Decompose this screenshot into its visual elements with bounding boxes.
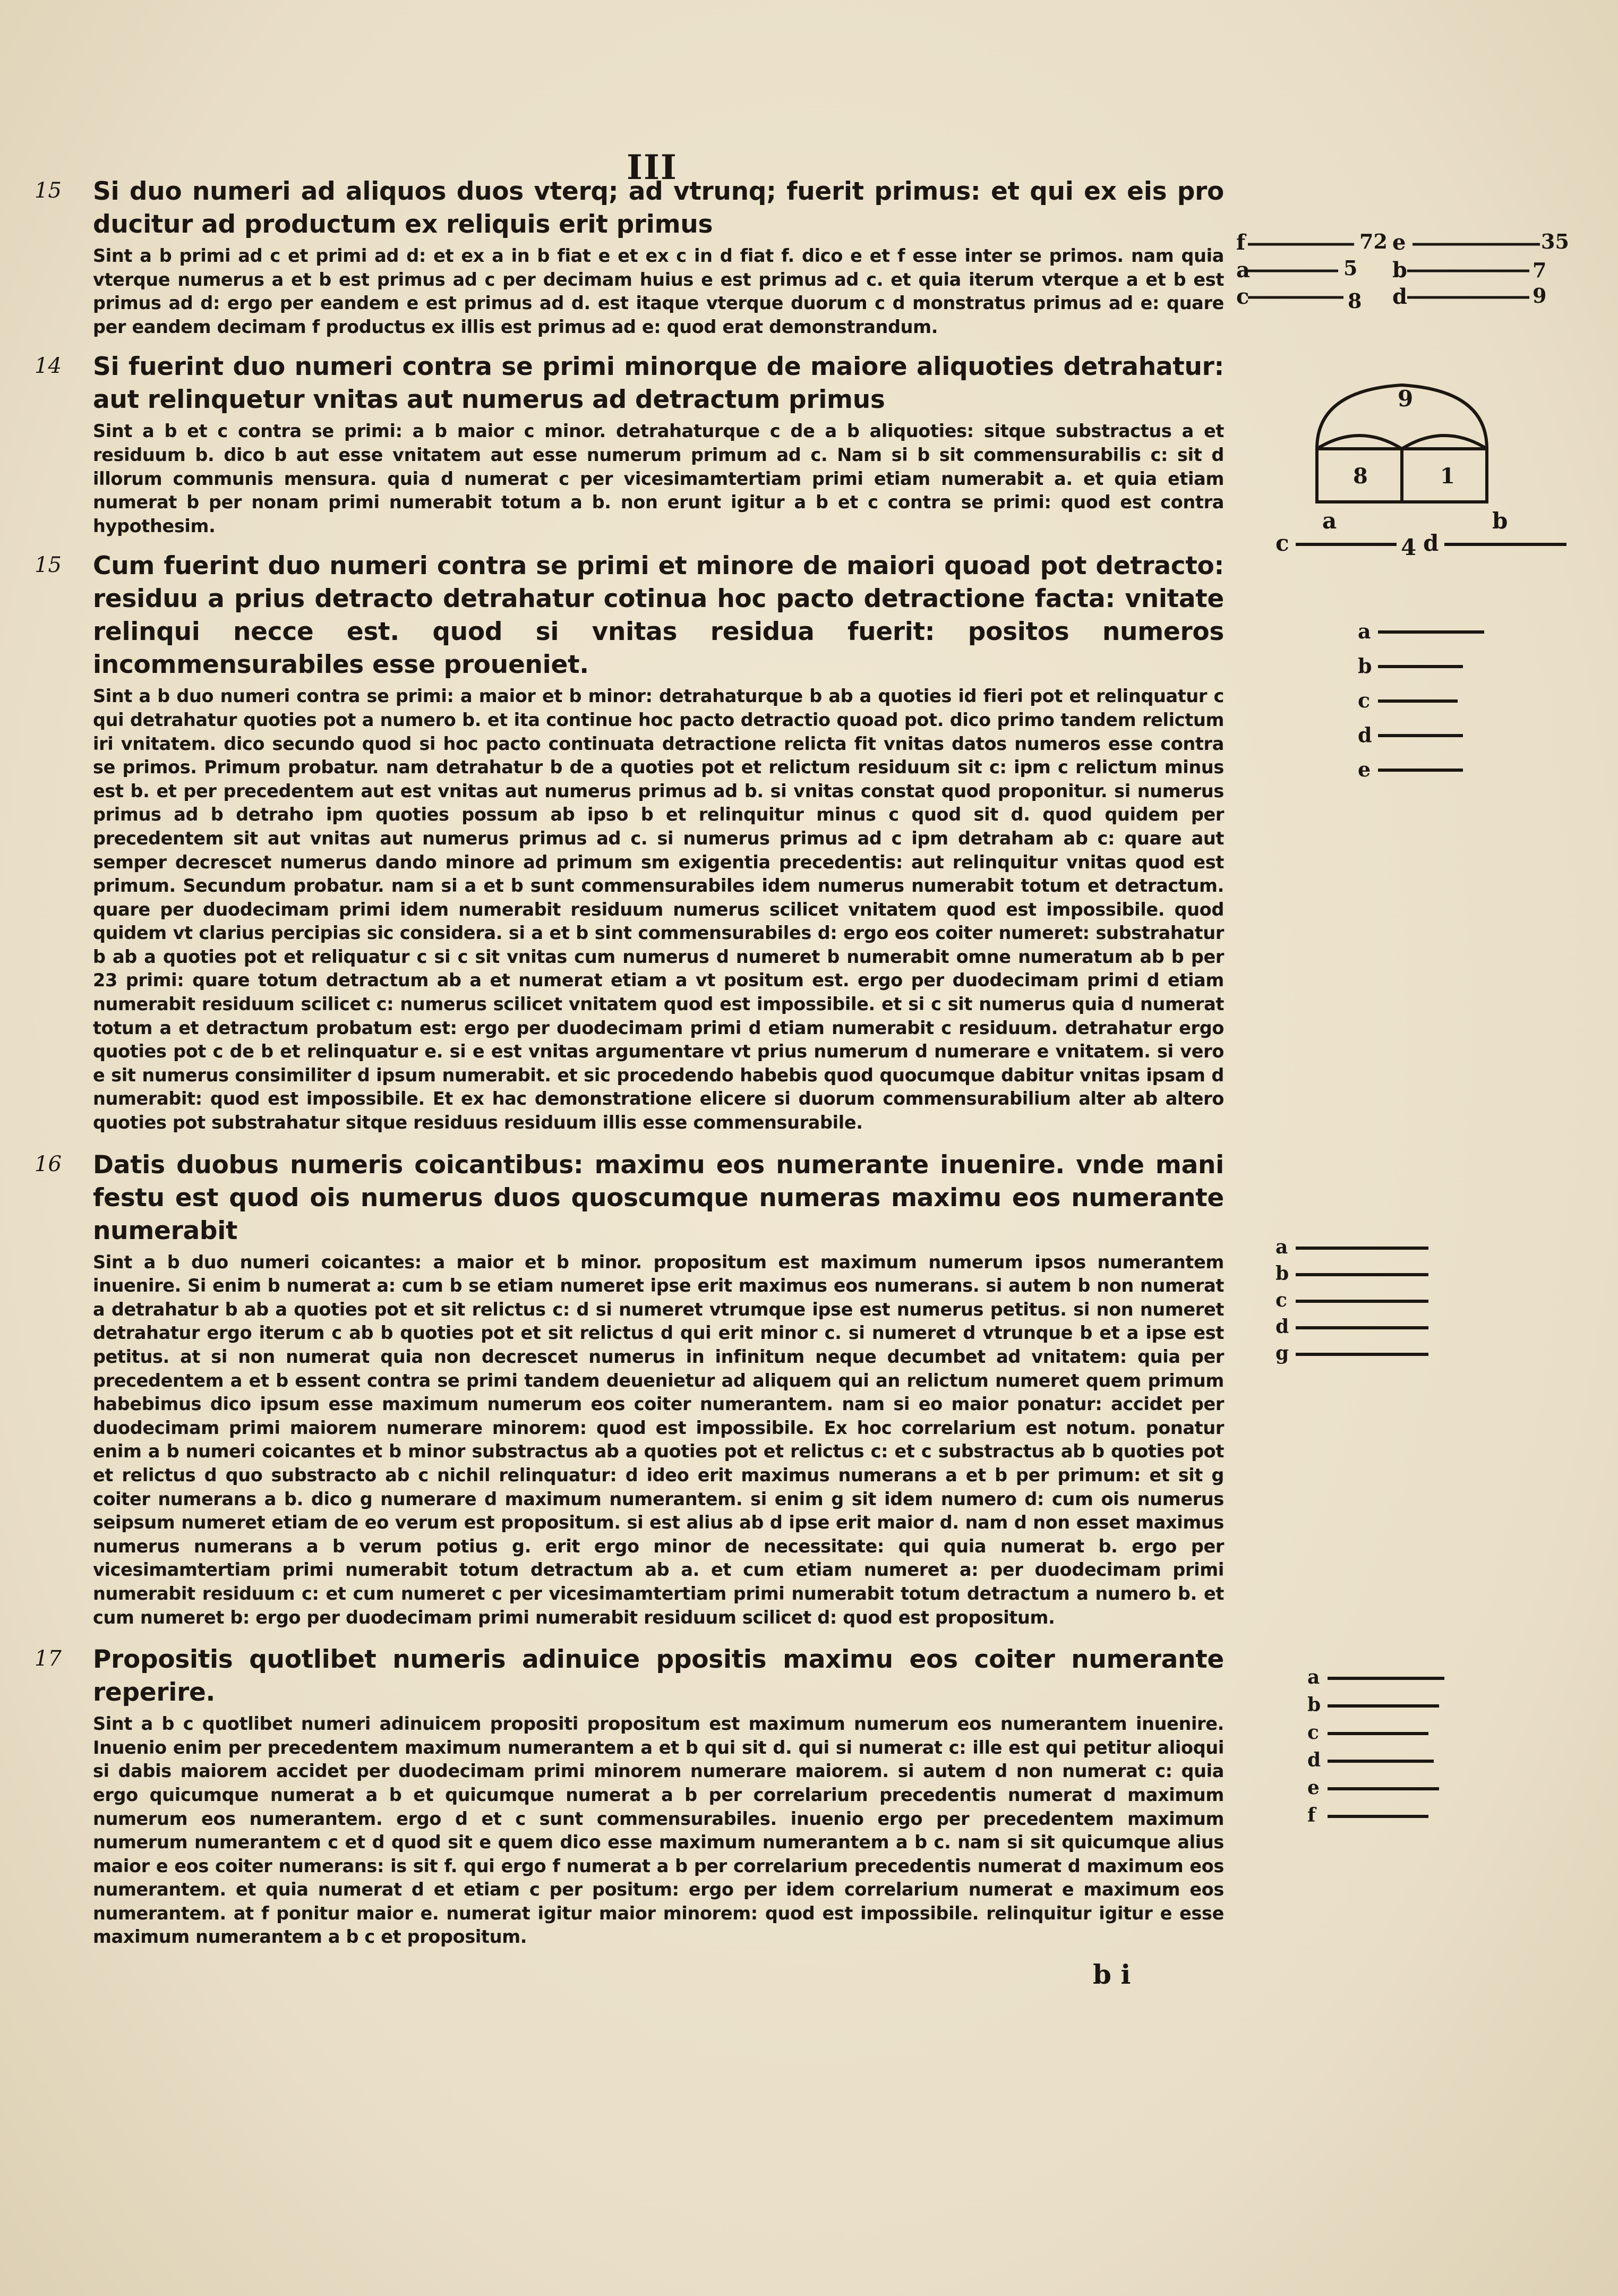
proposition-16 xyxy=(35,1149,1224,1630)
fig1-label-d: d xyxy=(1392,284,1407,309)
fig1-label-f: f xyxy=(1236,230,1246,255)
fig5-label-a: a xyxy=(1307,1666,1320,1688)
fig3-label-e: e xyxy=(1358,757,1371,781)
fig1-label-e: e xyxy=(1392,230,1406,255)
fig1-label-a: a xyxy=(1236,258,1250,283)
fig5-label-f: f xyxy=(1307,1804,1316,1826)
proposition-enunciation: Si duo numeri ad aliquos duos vterq; ad vtrunq; fuerit primus: et qui ex eis pro ducitur ad productum ex reliquis erit primus xyxy=(93,177,1224,239)
fig2-arch-value: 9 xyxy=(1398,386,1414,412)
fig4-label-d: d xyxy=(1275,1316,1289,1338)
proposition-proof: Sint a b primi ad c et primi ad d: et ex a in b fiat e et ex c in d fiat f. dico e et f esse inter se primos. nam quia vterque numerus a et b est primus ad c per decimam huius e est primus ad c. et quia iterum vterque a et b est primus ad d: ergo per eandem e est primus ad d. est itaque vterque duorum c d monstratus primus ad e: quare per eandem decimam f productus ex illis est primus ad e: quod erat demonstrandum. xyxy=(93,245,1224,337)
fig4-label-a: a xyxy=(1275,1236,1288,1258)
proposition-14 xyxy=(35,351,1224,538)
fig2-label-d: d xyxy=(1423,530,1439,556)
fig2-label-4: 4 xyxy=(1401,534,1417,560)
fig5-label-e: e xyxy=(1307,1777,1320,1799)
fig2-box-right-value: 1 xyxy=(1440,464,1455,489)
folio-number: III xyxy=(627,148,678,187)
proposition-number: 17 xyxy=(35,1646,62,1671)
proposition-proof: Sint a b c quotlibet numeri adinuicem propositi propositum est maximum numerum eos numerantem inuenire. Inuenio enim per precedentem maximum numerantem a et b qui sit d. qui si numerat c: ille est qui petitur alioqui si dabis maiorem accidet per duodecimam primi minorem numerare maiorem. si autem d non numerat c: quia ergo quicumque numerat a b et quicumque numerat a b per correlarium precedentis numerat d maximum numerum eos numerantem. ergo d et c sunt commensurabiles. inuenio ergo per precedentem maximum numerum numerantem c et d quod sit e quem dico esse maximum numerantem a b c. nam si sit quicumque alius maior e eos coiter numerans: is sit f. qui ergo f numerat a b per correlarium precedentis numerat d maximum eos numerantem. et quia numerat d et etiam c per positum: ergo per idem correlarium numerat e maximum eos numerantem. at f ponitur maior e. numerat igitur maior minorem: quod est impossibile. relinquitur igitur e esse maximum numerantem a b c et propositum. xyxy=(93,1713,1224,1948)
fig3-label-b: b xyxy=(1358,654,1372,678)
fig4-label-b: b xyxy=(1275,1262,1289,1285)
proposition-enunciation: Propositis quotlibet numeris adinuice ppositis maximu eos coiter numerante reperire. xyxy=(93,1645,1224,1708)
fig1-value-9: 9 xyxy=(1533,284,1547,308)
proposition-15a xyxy=(35,175,1224,339)
fig3-label-d: d xyxy=(1358,723,1372,747)
fig1-value-8: 8 xyxy=(1348,289,1362,313)
proposition-proof: Sint a b duo numeri coicantes: a maior et b minor. propositum est maximum numerum ipsos numerantem inuenire. Si enim b numerat a: cum b se etiam numeret ipse erit maximus eos numerans. si autem b non numerat a detrahatur b ab a quoties pot et sit relictus c: d si numeret vtrumque ipse est numerus petitus. si non numeret detrahatur ergo iterum c ab b quoties pot et sit relictus d qui erit minor c. si numeret d vtrunque b et a ipse est petitus. at si non numerat quia non decrescet numerus in infinitum neque decumbet ad vnitatem: quia per precedentem a et b essent contra se primi tandem deuenietur ad aliquem qui an relictum numeret quem primum habebimus dico ipsum esse maximum numerum eos coiter numerantem. nam si eo maior ponatur: accidet per duodecimam primi maiorem numerare minorem: quod est impossibile. Ex hoc correlarium est notum. ponatur enim a b numeri coicantes et b minor substractus ab a quoties pot et relictus c: et c substractus ab b quoties pot et relictus d quo substracto ab c nichil relinquatur: d ideo erit maximus numerans a et b per primum: et sit g coiter numerans a b. dico g numerare d maximum numerantem. si enim g sit idem numero d: cum ois numerus seipsum numeret etiam de eo verum est propositum. si est alius ab d ipse erit maior d. nam d non esset maximus numerus numerans a b verum potius g. erit ergo minor de necessitate: qui quia numerat b. ergo per vicesimamtertiam primi numerabit totum detractum ab a. et cum etiam numeret a: per duodecimam primi numerabit residuum c: et cum numeret c per vicesimamtertiam primi numerabit totum detractum a numero b. et cum numeret b: ergo per duodecimam primi numerabit residuum scilicet d: quod est propositum. xyxy=(93,1251,1224,1628)
figure-segments-a-g xyxy=(1274,1232,1444,1370)
fig2-label-a: a xyxy=(1322,508,1337,534)
proposition-enunciation: Datis duobus numeris coicantibus: maximu eos numerante inuenire. vnde mani festu est quod ois numerus duos quoscumque numeras maximu eos numerante numerabit xyxy=(93,1150,1224,1245)
fig5-label-d: d xyxy=(1307,1749,1321,1771)
figure-segments-a-f xyxy=(1306,1662,1466,1838)
fig4-label-g: g xyxy=(1275,1342,1289,1364)
proposition-number: 16 xyxy=(35,1151,62,1176)
proposition-17 xyxy=(35,1643,1224,1949)
fig1-value-7: 7 xyxy=(1533,258,1547,282)
fig2-box-left-value: 8 xyxy=(1353,464,1368,489)
proposition-enunciation: Si fuerint duo numeri contra se primi minorque de maiore aliquoties detrahatur: aut relinquetur vnitas aut numerus ad detractum primus xyxy=(93,352,1224,415)
fig1-label-c: c xyxy=(1236,284,1249,309)
figure-segments-a-e xyxy=(1357,616,1505,797)
fig3-label-a: a xyxy=(1358,619,1371,643)
fig1-value-35: 35 xyxy=(1541,229,1569,253)
proposition-number: 15 xyxy=(35,178,62,203)
proposition-15b xyxy=(35,550,1224,1134)
proposition-proof: Sint a b duo numeri contra se primi: a maior et b minor: detrahaturque b ab a quoties id fieri pot et relinquatur c qui detrahatur quoties pot a numero b. et ita continue hoc pacto detractio quoad pot. dico primo tandem relictum iri vnitatem. dico secundo quod si hoc pacto continuata detractione relicta fit vnitas datos numeros esse contra se primos. Primum probatur. nam detrahatur b de a quoties pot et relictum residuum sit c: ipm c relictum minus est b. et per precedentem aut est vnitas aut numerus primus ad b. si vnitas constat quod proponitur. si numerus primus ad b detraho ipm quoties possum ab ipso b et relinquitur minus c quod sit d. quod quidem per precedentem sit aut vnitas aut numerus primus ad c. si numerus primus ad c ipm detraham ab c: quare aut semper decrescet numerus dando minore ad primum sm exigentia precedentis: aut relinquitur vnitas quod est primum. Secundum probatur. nam si a et b sunt commensurabiles idem numerus numerabit totum et detractum. quare per duodecimam primi idem numerabit residuum numerus scilicet vnitatem quod est impossibile. quod quidem vt clarius percipias sic considera. si a et b sint commensurabiles d: ergo eos coiter numeret: substrahatur b ab a quoties pot et reliquatur c si c sit vnitas cum numerus d numeret b numerabit omne numeratum ab b per 23 primi: quare totum detractum ab a et numerat etiam a vt positum est. ergo per duodecimam primi d etiam numerabit residuum scilicet c: numerus scilicet vnitatem quod est impossibile. et si c sit numerus quia d numerat totum a et detractum probatum est: ergo per duodecimam primi d etiam numerabit c residuum. detrahatur ergo quoties pot c de b et relinquatur e. si e est vnitas argumentare vt prius numerum d numerare e vnitatem. si vero e sit numerus consimiliter d ipsum numerabit. et sic procedendo habebis quod quocumque dabitur vnitas ipsam d numerabit: quod est impossibile. Et ex hac demonstratione elicere si duorum commensurabilium alter ab altero quoties pot substrahatur sitque residuus residuum illis esse commensurabile. xyxy=(93,686,1224,1133)
text-column xyxy=(35,175,1224,1963)
figure-arch xyxy=(1274,369,1572,560)
proposition-enunciation: Cum fuerint duo numeri contra se primi et minore de maiori quoad pot detracto: residuu a prius detracto detrahatur cotinua hoc pacto detractione facta: vnitate relinqui necce est. quod si vnitas residua fuerit: positos numeros incommensurabiles esse proueniet. xyxy=(93,551,1224,680)
figure-segments-numbered xyxy=(1232,228,1569,324)
fig1-value-72: 72 xyxy=(1359,229,1388,253)
proposition-number: 15 xyxy=(35,553,62,578)
proposition-proof: Sint a b et c contra se primi: a b maior c minor. detrahaturque c de a b aliquoties: sitque substractus a et residuum b. dico b aut esse vnitatem aut esse numerum primum ad c. Nam si b sit commensurabilis c: sit d illorum communis mensura. quia d numerat c per vicesimamtertiam primi etiam numerabit a. et quia etiam numerat b per nonam primi numerabit totum a b. non erunt igitur a b et c contra se primi: quod est contra hypothesim. xyxy=(93,421,1224,536)
signature-mark: b i xyxy=(1093,1959,1131,1990)
proposition-number: 14 xyxy=(35,354,62,379)
fig1-value-5: 5 xyxy=(1343,256,1358,280)
fig2-label-c: c xyxy=(1275,530,1289,556)
fig4-label-c: c xyxy=(1275,1289,1287,1311)
fig5-label-c: c xyxy=(1307,1721,1319,1744)
fig5-label-b: b xyxy=(1307,1694,1321,1716)
fig3-label-c: c xyxy=(1358,688,1371,712)
fig1-label-b: b xyxy=(1392,258,1407,283)
fig2-label-b: b xyxy=(1492,508,1508,534)
